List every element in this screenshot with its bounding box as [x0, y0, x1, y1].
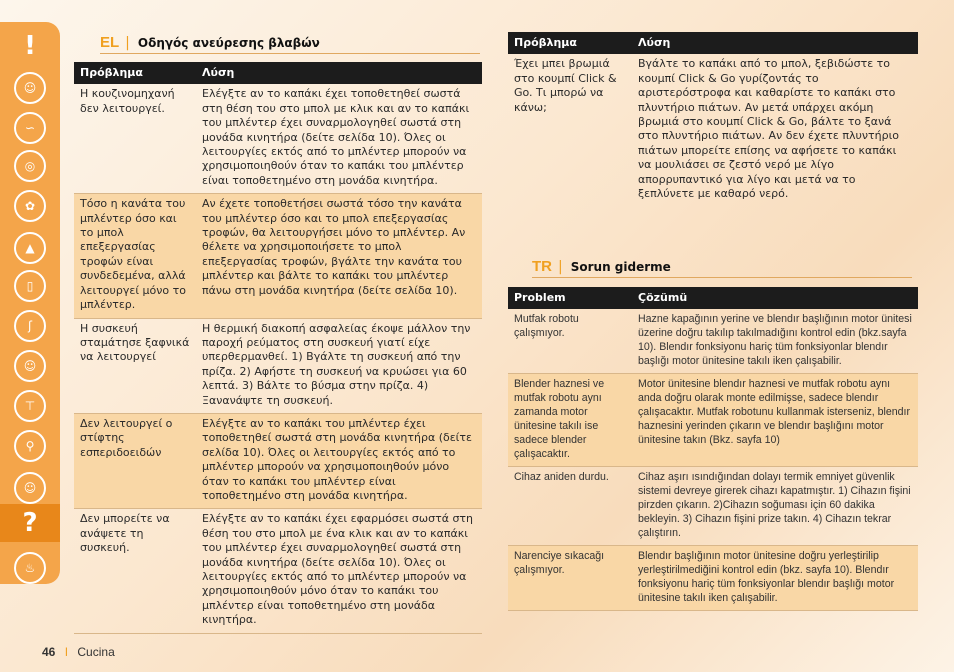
- solution-cell: Cihaz aşırı ısındığından dolayı termik emniyet güvenlik sistemi devreye girerek cihazı kapatmıştır. 1) Cihazın fişini pirzden çıkarın. 2)Cihazın soğuması için 60 dakika bekleyin. 3) Cihazın fişini prize takın. 4) Cihazın tekrar çalıştırın.: [632, 467, 918, 546]
- el-section-heading: EL | Οδηγός ανεύρεσης βλαβών: [100, 34, 480, 54]
- solution-cell: Ελέγξτε αν το καπάκι έχει εφαρμόσει σωστά στη θέση του στο μπολ με ένα κλικ και αν το καπάκι του μπλέντερ έχει συναρμολογηθεί σωστά στη μονάδα κινητήρα (δείτε σελίδα 10). Όλες οι λειτουργίες εκτός από το μπλέντερ μπορούν να χρησιμοποιηθούν μόνο όταν το καπάκι του μπλέντερ είναι τοποθετημένο στη μονάδα κινητήρα.: [196, 509, 482, 633]
- table-row: [74, 84, 482, 193]
- juicer-icon[interactable]: ▲: [0, 228, 60, 268]
- problem-cell: Δεν μπορείτε να ανάψετε τη συσκευή.: [74, 509, 196, 633]
- solution-cell: Hazne kapağının yerine ve blendır başlığının motor ünitesi üzerine doğru takılıp takılmadığını kontrol edin (bkz.sayfa 10). Blendır fonksiyonu hariç tüm fonksiyonlar blendır başlığı motor ünitesine takılı iken çalışabilir.: [632, 309, 918, 374]
- footer-separator: I: [64, 645, 69, 659]
- chef-badge-icon-2[interactable]: ☺: [0, 346, 60, 386]
- solution-cell: Ελέγξτε αν το καπάκι του μπλέντερ έχει τοποθετηθεί σωστά στη μονάδα κινητήρα (δείτε σελίδα 10). Όλες οι λειτουργίες εκτός από το μπλέντερ μπορούν να χρησιμοποιηθούν μόνο όταν το καπάκι του μπλέντερ είναι τοποθετημένο στη μονάδα κινητήρα.: [196, 413, 482, 508]
- el-header-solution: Λύση: [196, 62, 482, 84]
- problem-cell: Έχει μπει βρωμιά στο κουμπί Click & Go. Τι μπορώ να κάνω;: [514, 57, 617, 114]
- jug-icon[interactable]: ▯: [0, 266, 60, 306]
- problem-cell: Blender haznesi ve mutfak robotu aynı zamanda motor ünitesine takılı ise sadece blender çalışacaktır.: [508, 374, 632, 467]
- el-header-problem: Πρόβλημα: [74, 62, 196, 84]
- chef-badge-icon-3[interactable]: ☺: [0, 468, 60, 508]
- solution-cell: Motor ünitesine blendır haznesi ve mutfak robotu aynı anda doğru olarak monte edilmişse, sadece blendır çalışacaktır. Mutfak robotunu kullanmak isterseniz, blendır haznesini yerinden çıkarın ve blendır başlığını motor ünitesine takın (Bkz. sayfa 10): [632, 374, 918, 467]
- problem-cell: Η συσκευή σταμάτησε ξαφνικά να λειτουργεί: [74, 318, 196, 413]
- table-row: [508, 54, 918, 206]
- table-row: [74, 509, 482, 633]
- tr-header-problem: Problem: [508, 287, 632, 309]
- whisk-icon[interactable]: ∽: [0, 108, 60, 148]
- table-row: [508, 467, 918, 546]
- solution-cell: Blendır başlığının motor ünitesine doğru yerleştirilip yerleştirilmediğini kontrol edin (bkz. sayfa 10). Blendır fonksiyonu hariç tüm fonksiyonlar blendır başlığı motor ünitesine takılı iken çalışabilir.: [632, 546, 918, 611]
- table-row: [74, 194, 482, 318]
- el-section-title: Οδηγός ανεύρεσης βλαβών: [137, 36, 320, 50]
- question-icon[interactable]: ?: [0, 504, 60, 542]
- table-row: [74, 413, 482, 508]
- page-number: 46: [42, 645, 56, 659]
- table-row: [508, 374, 918, 467]
- solution-cell: Η θερμική διακοπή ασφαλείας έκοψε μάλλον την παροχή ρεύματος στη συσκευή γιατί είχε υπερθερμανθεί. 1) Βγάλτε τη συσκευή από την πρίζα. 2) Αφήστε τη συσκευή να κρυώσει για 60 λεπτά. 3) Βάλτε το βύσμα στην πρίζα. 4) Ξανανάψτε τη συσκευή.: [196, 318, 482, 413]
- exclamation-icon[interactable]: !: [24, 31, 36, 61]
- page-footer: [42, 645, 115, 659]
- chef-badge-icon[interactable]: ☺: [0, 68, 60, 108]
- table-row: [74, 318, 482, 413]
- solution-cell: Βγάλτε το καπάκι από το μπολ, ξεβιδώστε το κουμπί Click & Go γυρίζοντάς το αριστερόστροφα και καθαρίστε το καπάκι στο πλυντήριο πιάτων. Αν μετά υπάρχει ακόμη βρωμιά στο κουμπί Click & Go, βάλτε το ξανά στο πλυντήριο πιάτων. Αν δεν έχετε πλυντήριο πιάτων μπορείτε επίσης να αφήσετε το καπάκι να μουλιάσει σε ζεστό νερό με λίγο απορρυπαντικό για λίγο και μετά να το ξεπλύνετε με καθαρό νερό.: [638, 57, 900, 201]
- problem-cell: Narenciye sıkacağı çalışmıyor.: [508, 546, 632, 611]
- tr-section-heading: TR | Sorun giderme: [532, 258, 912, 278]
- table-row: [508, 546, 918, 611]
- el-language-code: EL: [100, 34, 120, 51]
- tap-icon[interactable]: ⊤: [0, 386, 60, 426]
- problem-cell: Η κουζινομηχανή δεν λειτουργεί.: [74, 84, 196, 193]
- solution-cell: Αν έχετε τοποθετήσει σωστά τόσο την κανάτα του μπλέντερ όσο και το μπολ επεξεργασίας τροφών, θα λειτουργήσει μόνο το μπλέντερ. Αν θέλετε να χρησιμοποιήσετε το μπολ επεξεργασίας τροφών, βγάλτε την κανάτα του μπλέντερ και βάλτε το καπάκι του μπλέντερ πάνω στη μονάδα κινητήρα (δείτε σελίδα 10).: [196, 194, 482, 318]
- tr-header-solution: Çözümü: [632, 287, 918, 309]
- el-continued-table: [508, 32, 918, 206]
- el-troubleshooting-table: [74, 62, 482, 634]
- problem-cell: Cihaz aniden durdu.: [508, 467, 632, 546]
- tr-troubleshooting-table: [508, 287, 918, 611]
- table-row: [508, 309, 918, 374]
- recipe-icon[interactable]: ♨: [0, 548, 60, 588]
- solution-cell: Ελέγξτε αν το καπάκι έχει τοποθετηθεί σωστά στη θέση του στο μπολ με κλικ και αν το καπάκι του μπλέντερ έχει συναρμολογηθεί σωστά στη μονάδα κινητήρα (δείτε σελίδα 10). Όλες οι λειτουργίες εκτός από το μπλέντερ μπορούν να χρησιμοποιηθούν όταν το καπάκι του μπλέντερ είναι τοποθετημένο στη μονάδα κινητήρα.: [196, 84, 482, 193]
- hook-icon[interactable]: ʃ: [0, 306, 60, 346]
- el-cont-header-solution: Λύση: [632, 32, 918, 54]
- slicer-disc-icon[interactable]: ✿: [0, 186, 60, 226]
- problem-cell: Δεν λειτουργεί ο στίφτης εσπεριδοειδών: [74, 413, 196, 508]
- tr-section-title: Sorun giderme: [570, 260, 671, 274]
- problem-cell: Τόσο η κανάτα του μπλέντερ όσο και το μπολ επεξεργασίας τροφών είναι συνδεδεμένα, αλλά λειτουργεί μόνο το μπλέντερ.: [74, 194, 196, 318]
- magnifier-icon[interactable]: ⚲: [0, 426, 60, 466]
- problem-cell: Mutfak robotu çalışmıyor.: [508, 309, 632, 374]
- chapter-sidebar: [0, 22, 60, 584]
- el-cont-header-problem: Πρόβλημα: [508, 32, 632, 54]
- brand-name: Cucina: [77, 645, 115, 659]
- citrus-icon[interactable]: ◎: [0, 146, 60, 186]
- tr-language-code: TR: [532, 258, 552, 275]
